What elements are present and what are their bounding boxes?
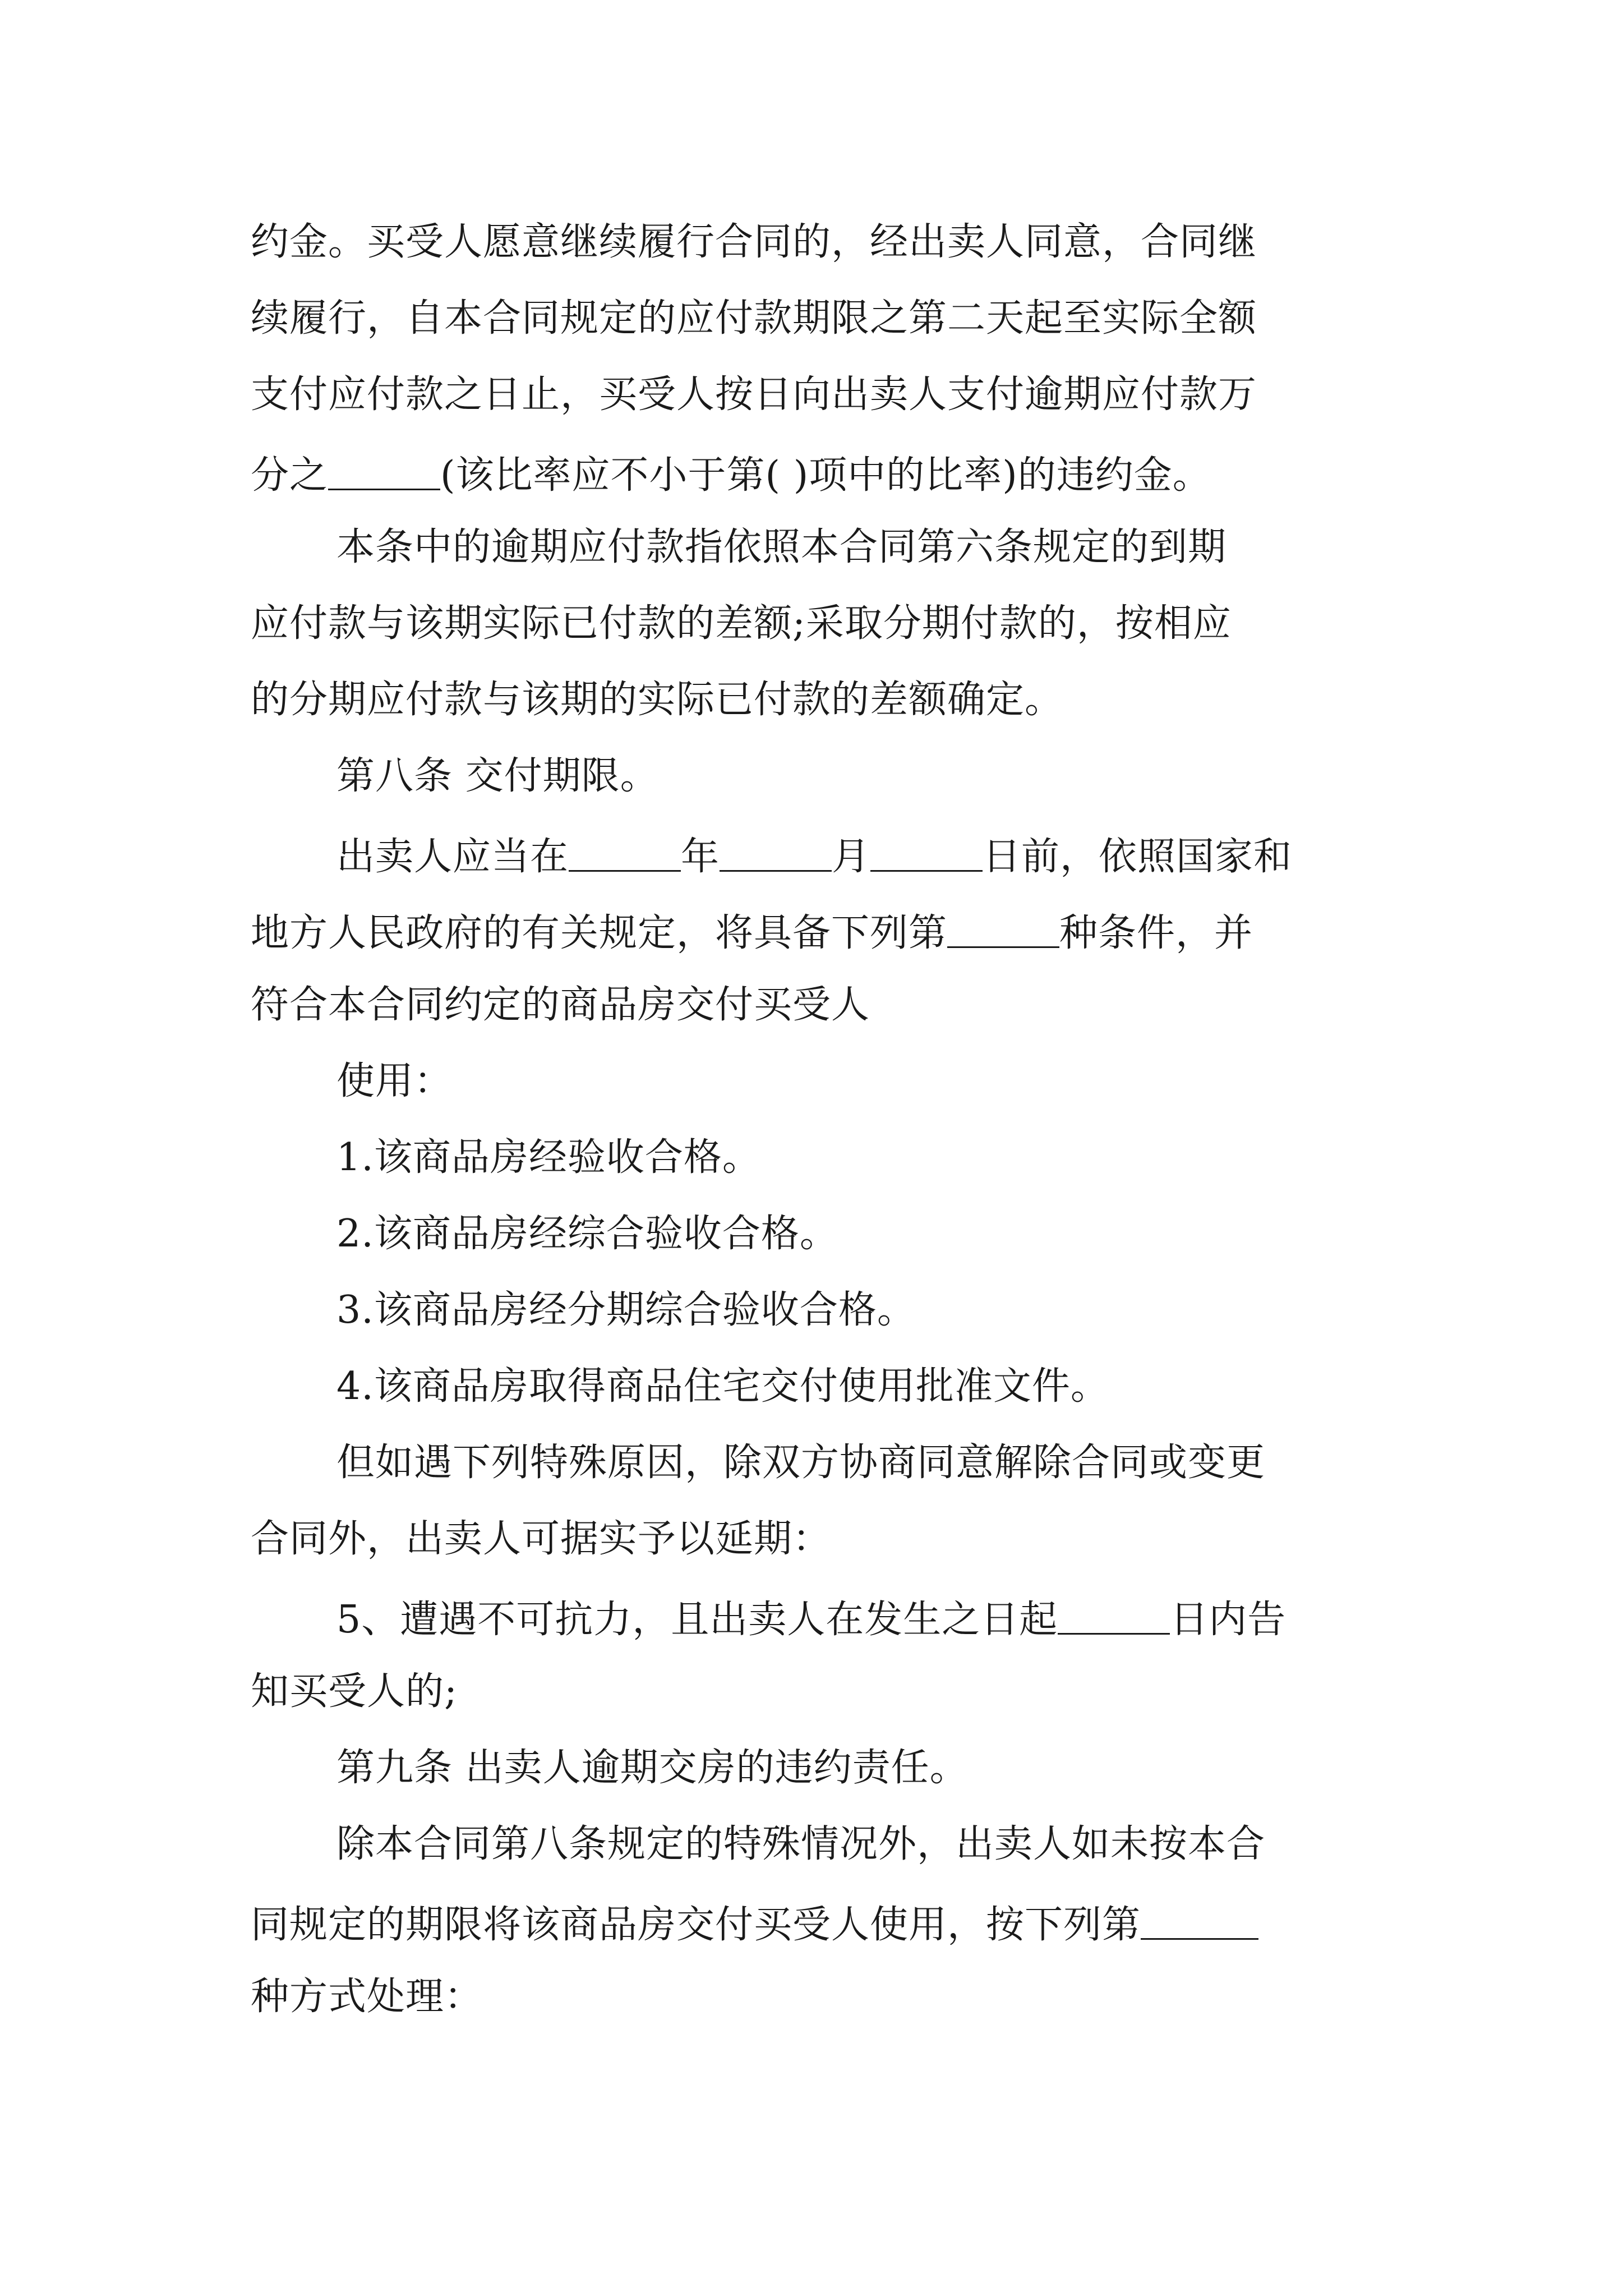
text-segment: 同规定的期限将该商品房交付买受人使用，按下列第 [251,1903,1141,1948]
text-segment: 5、遭遇不可抗力，且出卖人在发生之日起 [336,1598,1058,1642]
paragraph-line [251,910,1253,956]
text-segment: 地方人民政府的有关规定，将具备下列第 [251,911,948,956]
fill-blank [1058,1596,1170,1635]
list-item: 1.该商品房经验收合格。 [336,1135,761,1180]
list-item: 3.该商品房经分期综合验收合格。 [336,1288,916,1332]
paragraph-line: 合同外，出卖人可据实予以延期： [251,1517,832,1561]
list-item: 4.该商品房取得商品住宅交付使用批准文件。 [336,1364,1109,1409]
paragraph-line: 使用： [336,1059,453,1103]
paragraph-line: 本条中的逾期应付款指依照本合同第六条规定的到期 [336,525,1227,569]
fill-blank-year [569,834,681,872]
fill-blank [947,910,1059,948]
paragraph-line [251,1902,1258,1948]
paragraph-line: 除本合同第八条规定的特殊情况外，出卖人如未按本合 [336,1822,1266,1866]
text-segment: 年 [681,835,720,880]
list-item: 2.该商品房经综合验收合格。 [336,1212,838,1256]
paragraph-line [336,1596,1287,1642]
paragraph-line: 知买受人的; [251,1669,458,1714]
fill-blank [328,452,440,490]
article-heading: 第九条 出卖人逾期交房的违约责任。 [336,1746,969,1790]
text-segment: 月 [832,835,871,880]
text-segment: 出卖人应当在 [336,835,569,880]
text-segment: 分之 [251,453,329,498]
fill-blank-day [870,834,983,872]
paragraph-line: 支付应付款之日止，买受人按日向出卖人支付逾期应付款万 [251,372,1257,417]
fill-blank-month [720,834,832,872]
paragraph-line: 种方式处理： [251,1975,483,2019]
fill-blank [1141,1902,1258,1940]
text-segment: (该比率应不小于第( )项中的比率)的违约金。 [440,453,1211,498]
paragraph-line: 约金。买受人愿意继续履行合同的，经出卖人同意，合同继 [251,220,1257,264]
paragraph-line: 符合本合同约定的商品房交付买受人 [251,983,870,1027]
paragraph-line [251,452,1211,498]
paragraph-line: 续履行，自本合同规定的应付款期限之第二天起至实际全额 [251,296,1257,341]
text-segment: 种条件，并 [1059,911,1253,956]
article-heading: 第八条 交付期限。 [336,754,659,798]
text-segment: 日前，依照国家和 [983,835,1293,880]
text-segment: 日内告 [1170,1598,1287,1642]
paragraph-line: 但如遇下列特殊原因，除双方协商同意解除合同或变更 [336,1441,1266,1485]
paragraph-line [336,834,1293,880]
paragraph-line: 的分期应付款与该期的实际已付款的差额确定。 [251,678,1064,722]
paragraph-line: 应付款与该期实际已付款的差额;采取分期付款的，按相应 [251,601,1232,646]
